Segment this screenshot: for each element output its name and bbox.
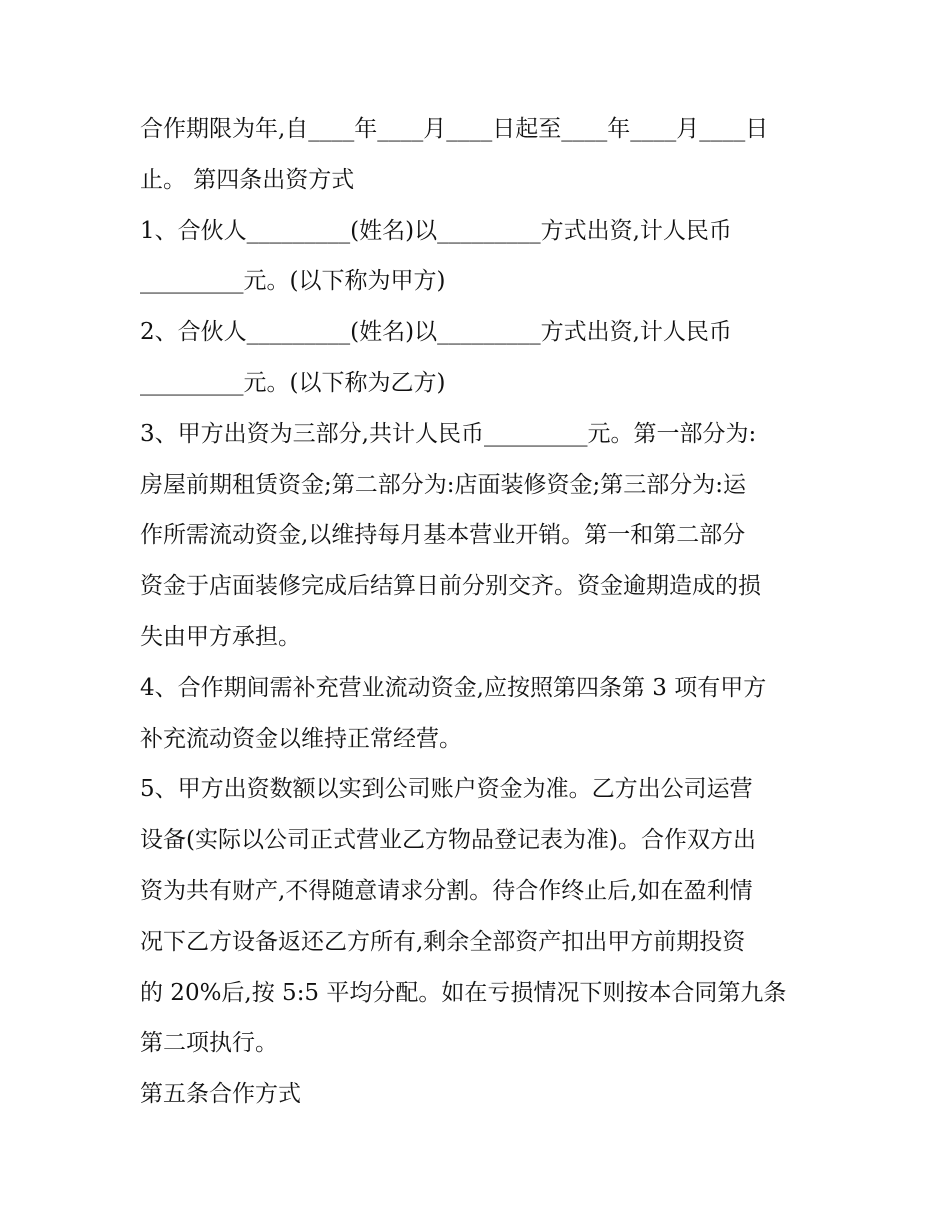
text-line: 补充流动资金以维持正常经营。 xyxy=(140,725,462,752)
text-line: _________元。(以下称为甲方) xyxy=(140,268,446,295)
text-line: 设备(实际以公司正式营业乙方物品登记表为准)。合作双方出 xyxy=(140,827,756,854)
text-line: 合作期限为年,自____年____月____日起至____年____月____日 xyxy=(140,116,769,142)
text-line: 资金于店面装修完成后结算日前分别交齐。资金逾期造成的损 xyxy=(140,573,761,600)
text-line: 作所需流动资金,以维持每月基本营业开销。第一和第二部分 xyxy=(140,522,746,549)
text-line: 4、合作期间需补充营业流动资金,应按照第四条第 3 项有甲方 xyxy=(140,674,767,701)
text-line: 失由甲方承担。 xyxy=(140,623,301,650)
section-heading-line: 止。 第四条出资方式 xyxy=(140,166,355,193)
text-line: 1、合伙人_________(姓名)以_________方式出资,计人民币 xyxy=(140,217,732,244)
text-line: 5、甲方出资数额以实到公司账户资金为准。乙方出公司运营 xyxy=(140,776,753,803)
text-line: _________元。(以下称为乙方) xyxy=(140,369,446,396)
section-heading: 第五条合作方式 xyxy=(140,1081,301,1108)
text-line: 况下乙方设备返还乙方所有,剩余全部资产扣出甲方前期投资 xyxy=(140,928,746,955)
document-body xyxy=(140,104,820,1120)
text-line: 的 20%后,按 5:5 平均分配。如在亏损情况下则按本合同第九条 xyxy=(140,979,787,1006)
text-line: 3、甲方出资为三部分,共计人民币_________元。第一部分为: xyxy=(140,420,757,447)
text-line: 资为共有财产,不得随意请求分割。待合作终止后,如在盈利情 xyxy=(140,877,753,904)
text-line: 第二项执行。 xyxy=(140,1030,278,1057)
text-line: 2、合伙人_________(姓名)以_________方式出资,计人民币 xyxy=(140,319,732,346)
text-line: 房屋前期租赁资金;第二部分为:店面装修资金;第三部分为:运 xyxy=(140,471,746,498)
